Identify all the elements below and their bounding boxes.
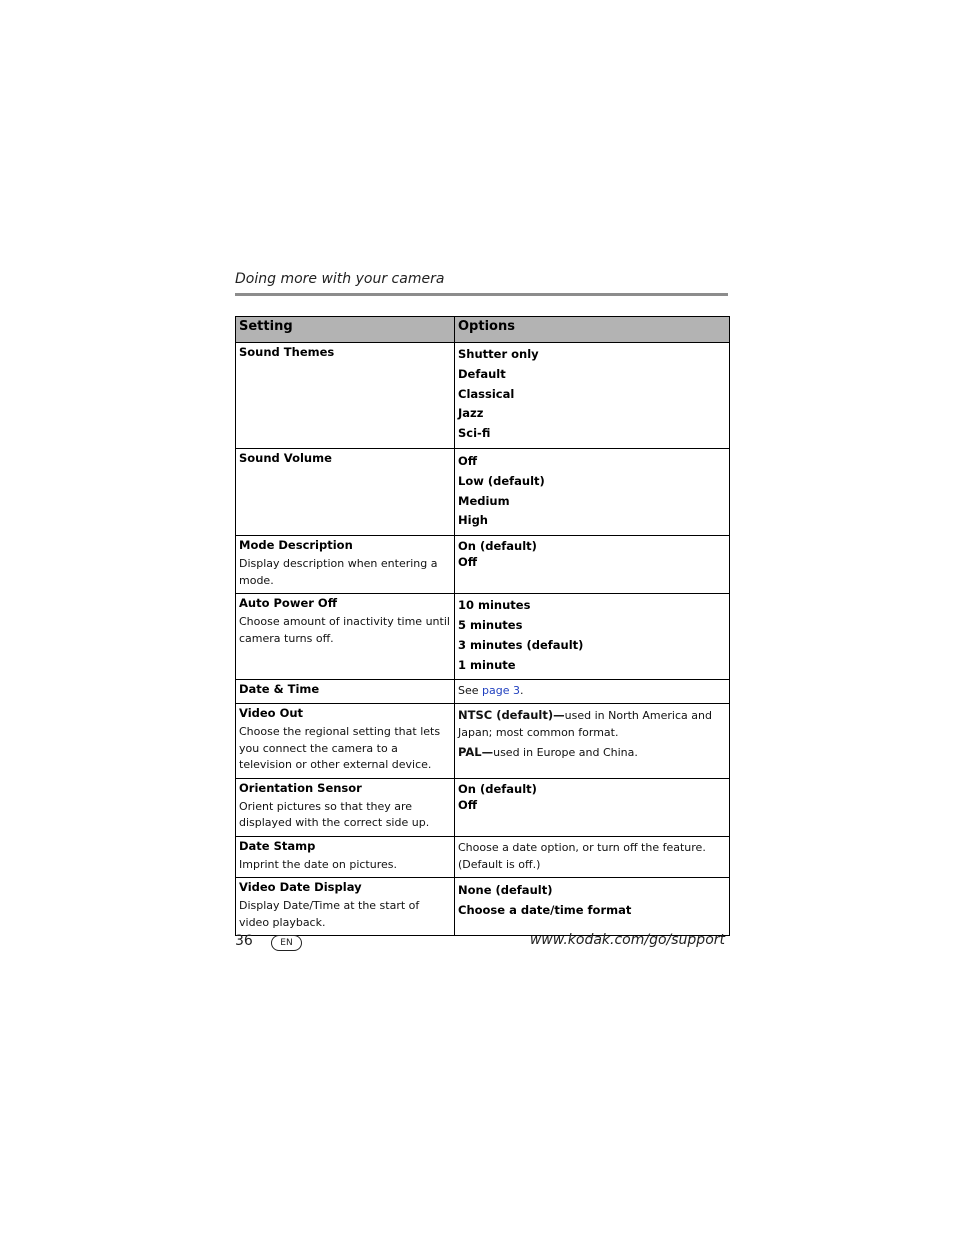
- option-item: Sci-fi: [458, 426, 491, 441]
- setting-name: Mode Description: [239, 538, 353, 553]
- setting-name: Sound Themes: [239, 345, 335, 359]
- table-row: [236, 594, 730, 680]
- table-row: [236, 836, 730, 878]
- option-item: Low (default): [458, 473, 545, 488]
- see-prefix: See: [458, 684, 483, 698]
- options-cell: [455, 594, 730, 680]
- table-row: [236, 343, 730, 449]
- option-item: Off: [458, 555, 478, 570]
- setting-name: Video Date Display: [239, 880, 362, 895]
- table-header-row: [236, 317, 730, 343]
- option-item: 10 minutes: [458, 598, 531, 613]
- option-item: 1 minute: [458, 657, 516, 672]
- setting-cell: [236, 536, 455, 594]
- option-item: Medium: [458, 493, 510, 508]
- setting-cell: [236, 878, 455, 936]
- option-bold: PAL—: [458, 745, 494, 760]
- setting-cell: [236, 343, 455, 449]
- page-number: 36: [235, 933, 253, 949]
- table-row: [236, 878, 730, 936]
- option-text: Choose a date option, or turn off the feature. (Default is off.): [458, 840, 706, 871]
- setting-name: Auto Power Off: [239, 596, 338, 611]
- option-item: 3 minutes (default): [458, 637, 584, 652]
- option-item: On (default): [458, 781, 537, 796]
- options-cell: [455, 536, 730, 594]
- option-item: Jazz: [458, 406, 484, 421]
- table-row: [236, 778, 730, 836]
- option-item: High: [458, 513, 488, 528]
- settings-table: [235, 316, 730, 936]
- table-row: [236, 704, 730, 779]
- setting-cell: [236, 836, 455, 878]
- options-cell: [455, 836, 730, 878]
- setting-description: Choose the regional setting that lets you connect the camera to a television or other external device.: [239, 725, 441, 772]
- setting-cell: [236, 680, 455, 704]
- option-item: Classical: [458, 386, 515, 401]
- setting-name: Sound Volume: [239, 450, 332, 465]
- option-item: 5 minutes: [458, 617, 523, 632]
- options-cell: [455, 343, 730, 449]
- setting-description: Choose amount of inactivity time until camera turns off.: [239, 615, 450, 645]
- table-row: [236, 680, 730, 704]
- page-link[interactable]: page 3: [482, 684, 520, 698]
- setting-cell: [236, 778, 455, 836]
- setting-description: Orient pictures so that they are displayed with the correct side up.: [239, 799, 430, 830]
- setting-description: Imprint the date on pictures.: [239, 857, 397, 871]
- setting-cell: [236, 594, 455, 680]
- option-bold: NTSC (default)—: [458, 708, 565, 723]
- options-cell: [455, 704, 730, 779]
- setting-cell: [236, 448, 455, 535]
- support-url[interactable]: www.kodak.com/go/support: [529, 932, 725, 948]
- table-row: [236, 448, 730, 535]
- setting-name: Orientation Sensor: [239, 780, 362, 795]
- setting-description: Display description when entering a mode.: [239, 557, 438, 587]
- language-badge: EN: [271, 935, 302, 951]
- setting-description: Display Date/Time at the start of video playback.: [239, 899, 420, 929]
- option-item: Off: [458, 797, 478, 812]
- option-paragraph: [458, 707, 726, 741]
- see-suffix: .: [519, 684, 524, 698]
- option-detail: used in Europe and China.: [493, 746, 638, 760]
- setting-cell: [236, 704, 455, 779]
- column-header-options: Options: [455, 317, 730, 343]
- table-row: [236, 536, 730, 594]
- setting-name: Video Out: [239, 706, 304, 721]
- option-item: None (default): [458, 883, 553, 898]
- options-cell: [455, 680, 730, 704]
- setting-name: Date Stamp: [239, 838, 316, 853]
- option-item: Default: [458, 366, 506, 381]
- options-cell: [455, 448, 730, 535]
- options-cell: [455, 778, 730, 836]
- option-text: [458, 682, 726, 699]
- option-paragraph: [458, 744, 726, 761]
- options-cell: [455, 878, 730, 936]
- setting-name: Date & Time: [239, 682, 320, 697]
- section-header: Doing more with your camera: [235, 271, 445, 287]
- option-detail: used in North America and Japan; most common format.: [458, 709, 712, 740]
- column-header-setting: Setting: [236, 317, 455, 343]
- option-item: Off: [458, 453, 478, 468]
- header-rule: [235, 293, 728, 296]
- option-item: On (default): [458, 539, 537, 554]
- option-item: Choose a date/time format: [458, 903, 632, 918]
- option-item: Shutter only: [458, 347, 539, 361]
